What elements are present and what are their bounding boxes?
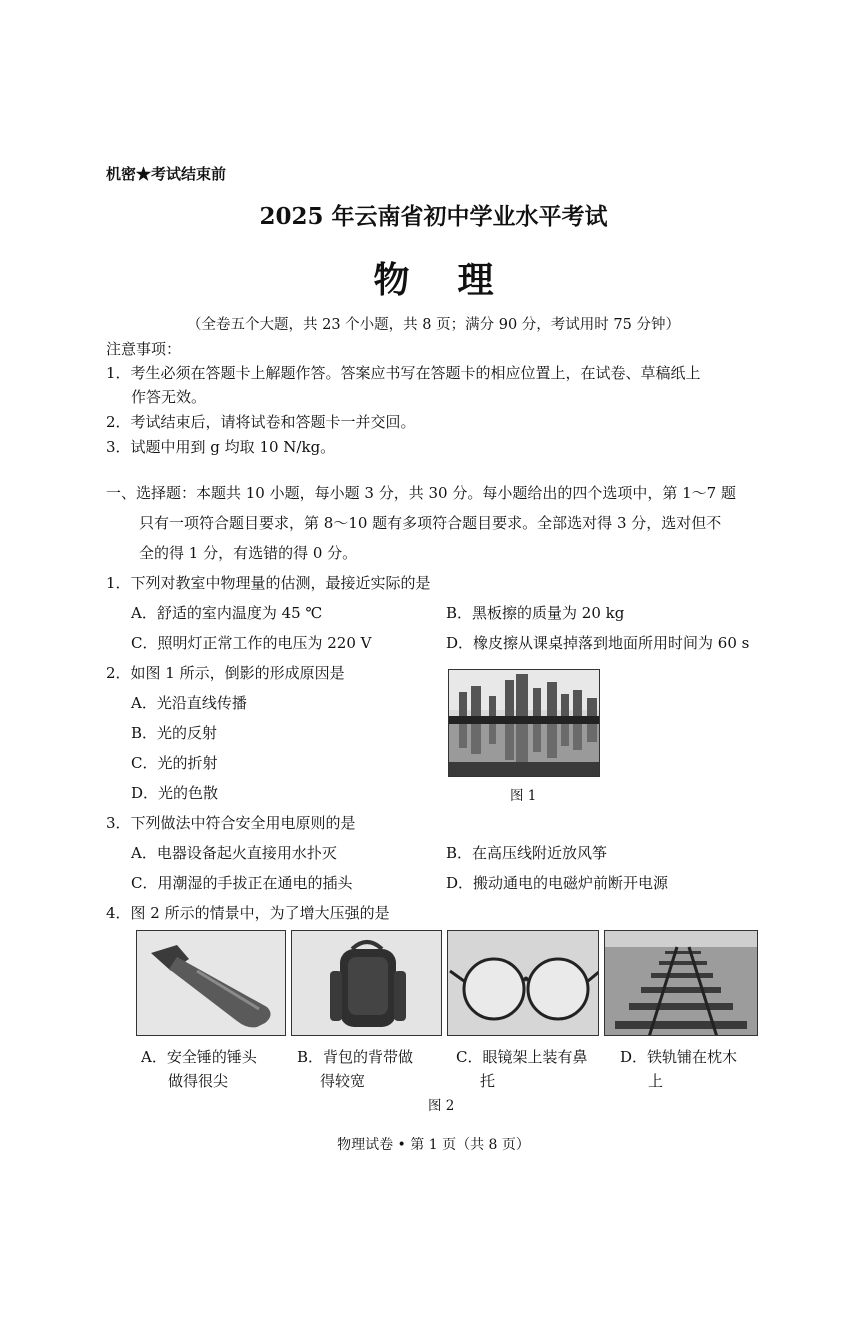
- note-item: 1．考生必须在答题卡上解题作答。答案应书写在答题卡的相应位置上，在试卷、草稿纸上: [106, 364, 701, 382]
- option-c: C．用潮湿的手拔正在通电的插头: [131, 874, 353, 892]
- backpack-photo: [291, 930, 442, 1036]
- option-c-line1: C．眼镜架上装有鼻: [456, 1048, 588, 1066]
- section-instruction: 只有一项符合题目要求，第 8～10 题有多项符合题目要求。全部选对得 3 分，选对但不: [139, 514, 722, 532]
- option-a-line1: A．安全锤的锤头: [141, 1048, 257, 1066]
- option-b-line1: B．背包的背带做: [297, 1048, 414, 1066]
- option-c-line2: 托: [480, 1072, 496, 1090]
- railway-photo: [604, 930, 758, 1036]
- section-instruction: 全的得 1 分，有选错的得 0 分。: [139, 544, 358, 562]
- note-item: 2．考试结束后，请将试卷和答题卡一并交回。: [106, 413, 416, 431]
- option-d: D．光的色散: [131, 784, 219, 802]
- option-d: D．搬动通电的电磁炉前断开电源: [446, 874, 669, 892]
- option-d: D．橡皮擦从课桌掉落到地面所用时间为 60 s: [446, 634, 750, 652]
- option-d-line1: D．铁轨铺在枕木: [620, 1048, 738, 1066]
- safety-hammer-photo: [136, 930, 286, 1036]
- figure-caption: 图 1: [510, 788, 537, 804]
- note-item: 3．试题中用到 g 均取 10 N/kg。: [106, 438, 336, 456]
- paper-info: （全卷五个大题，共 23 个小题，共 8 页；满分 90 分，考试用时 75 分钟）: [187, 317, 680, 333]
- figure-caption: 图 2: [428, 1098, 455, 1114]
- option-c: C．光的折射: [131, 754, 218, 772]
- question-stem: 2．如图 1 所示，倒影的形成原因是: [106, 664, 345, 682]
- glasses-photo: [447, 930, 599, 1036]
- option-a: A．光沿直线传播: [131, 694, 247, 712]
- option-b: B．在高压线附近放风筝: [446, 844, 608, 862]
- option-b: B．黑板擦的质量为 20 kg: [446, 604, 625, 622]
- option-a: A．电器设备起火直接用水扑灭: [131, 844, 337, 862]
- option-a: A．舒适的室内温度为 45 ℃: [131, 604, 323, 622]
- notes-title: 注意事项：: [106, 340, 182, 358]
- option-d-line2: 上: [648, 1072, 664, 1090]
- note-item-continued: 作答无效。: [131, 388, 207, 406]
- exam-title: 2025 年云南省初中学业水平考试: [259, 203, 608, 230]
- page-footer: 物理试卷 • 第 1 页（共 8 页）: [337, 1137, 530, 1153]
- option-c: C．照明灯正常工作的电压为 220 V: [131, 634, 372, 652]
- question-stem: 1．下列对教室中物理量的估测，最接近实际的是: [106, 574, 431, 592]
- confidential-label: 机密★考试结束前: [106, 165, 227, 183]
- question-stem: 4．图 2 所示的情景中，为了增大压强的是: [106, 904, 390, 922]
- section-instruction: 一、选择题：本题共 10 小题，每小题 3 分，共 30 分。每小题给出的四个选项中，第 1～7 题: [106, 484, 736, 502]
- question-stem: 3．下列做法中符合安全用电原则的是: [106, 814, 356, 832]
- option-b: B．光的反射: [131, 724, 218, 742]
- option-a-line2: 做得很尖: [168, 1072, 229, 1090]
- reflection-photo: [448, 669, 600, 777]
- subject-title: 物理: [373, 259, 542, 301]
- option-b-line2: 得较宽: [320, 1072, 366, 1090]
